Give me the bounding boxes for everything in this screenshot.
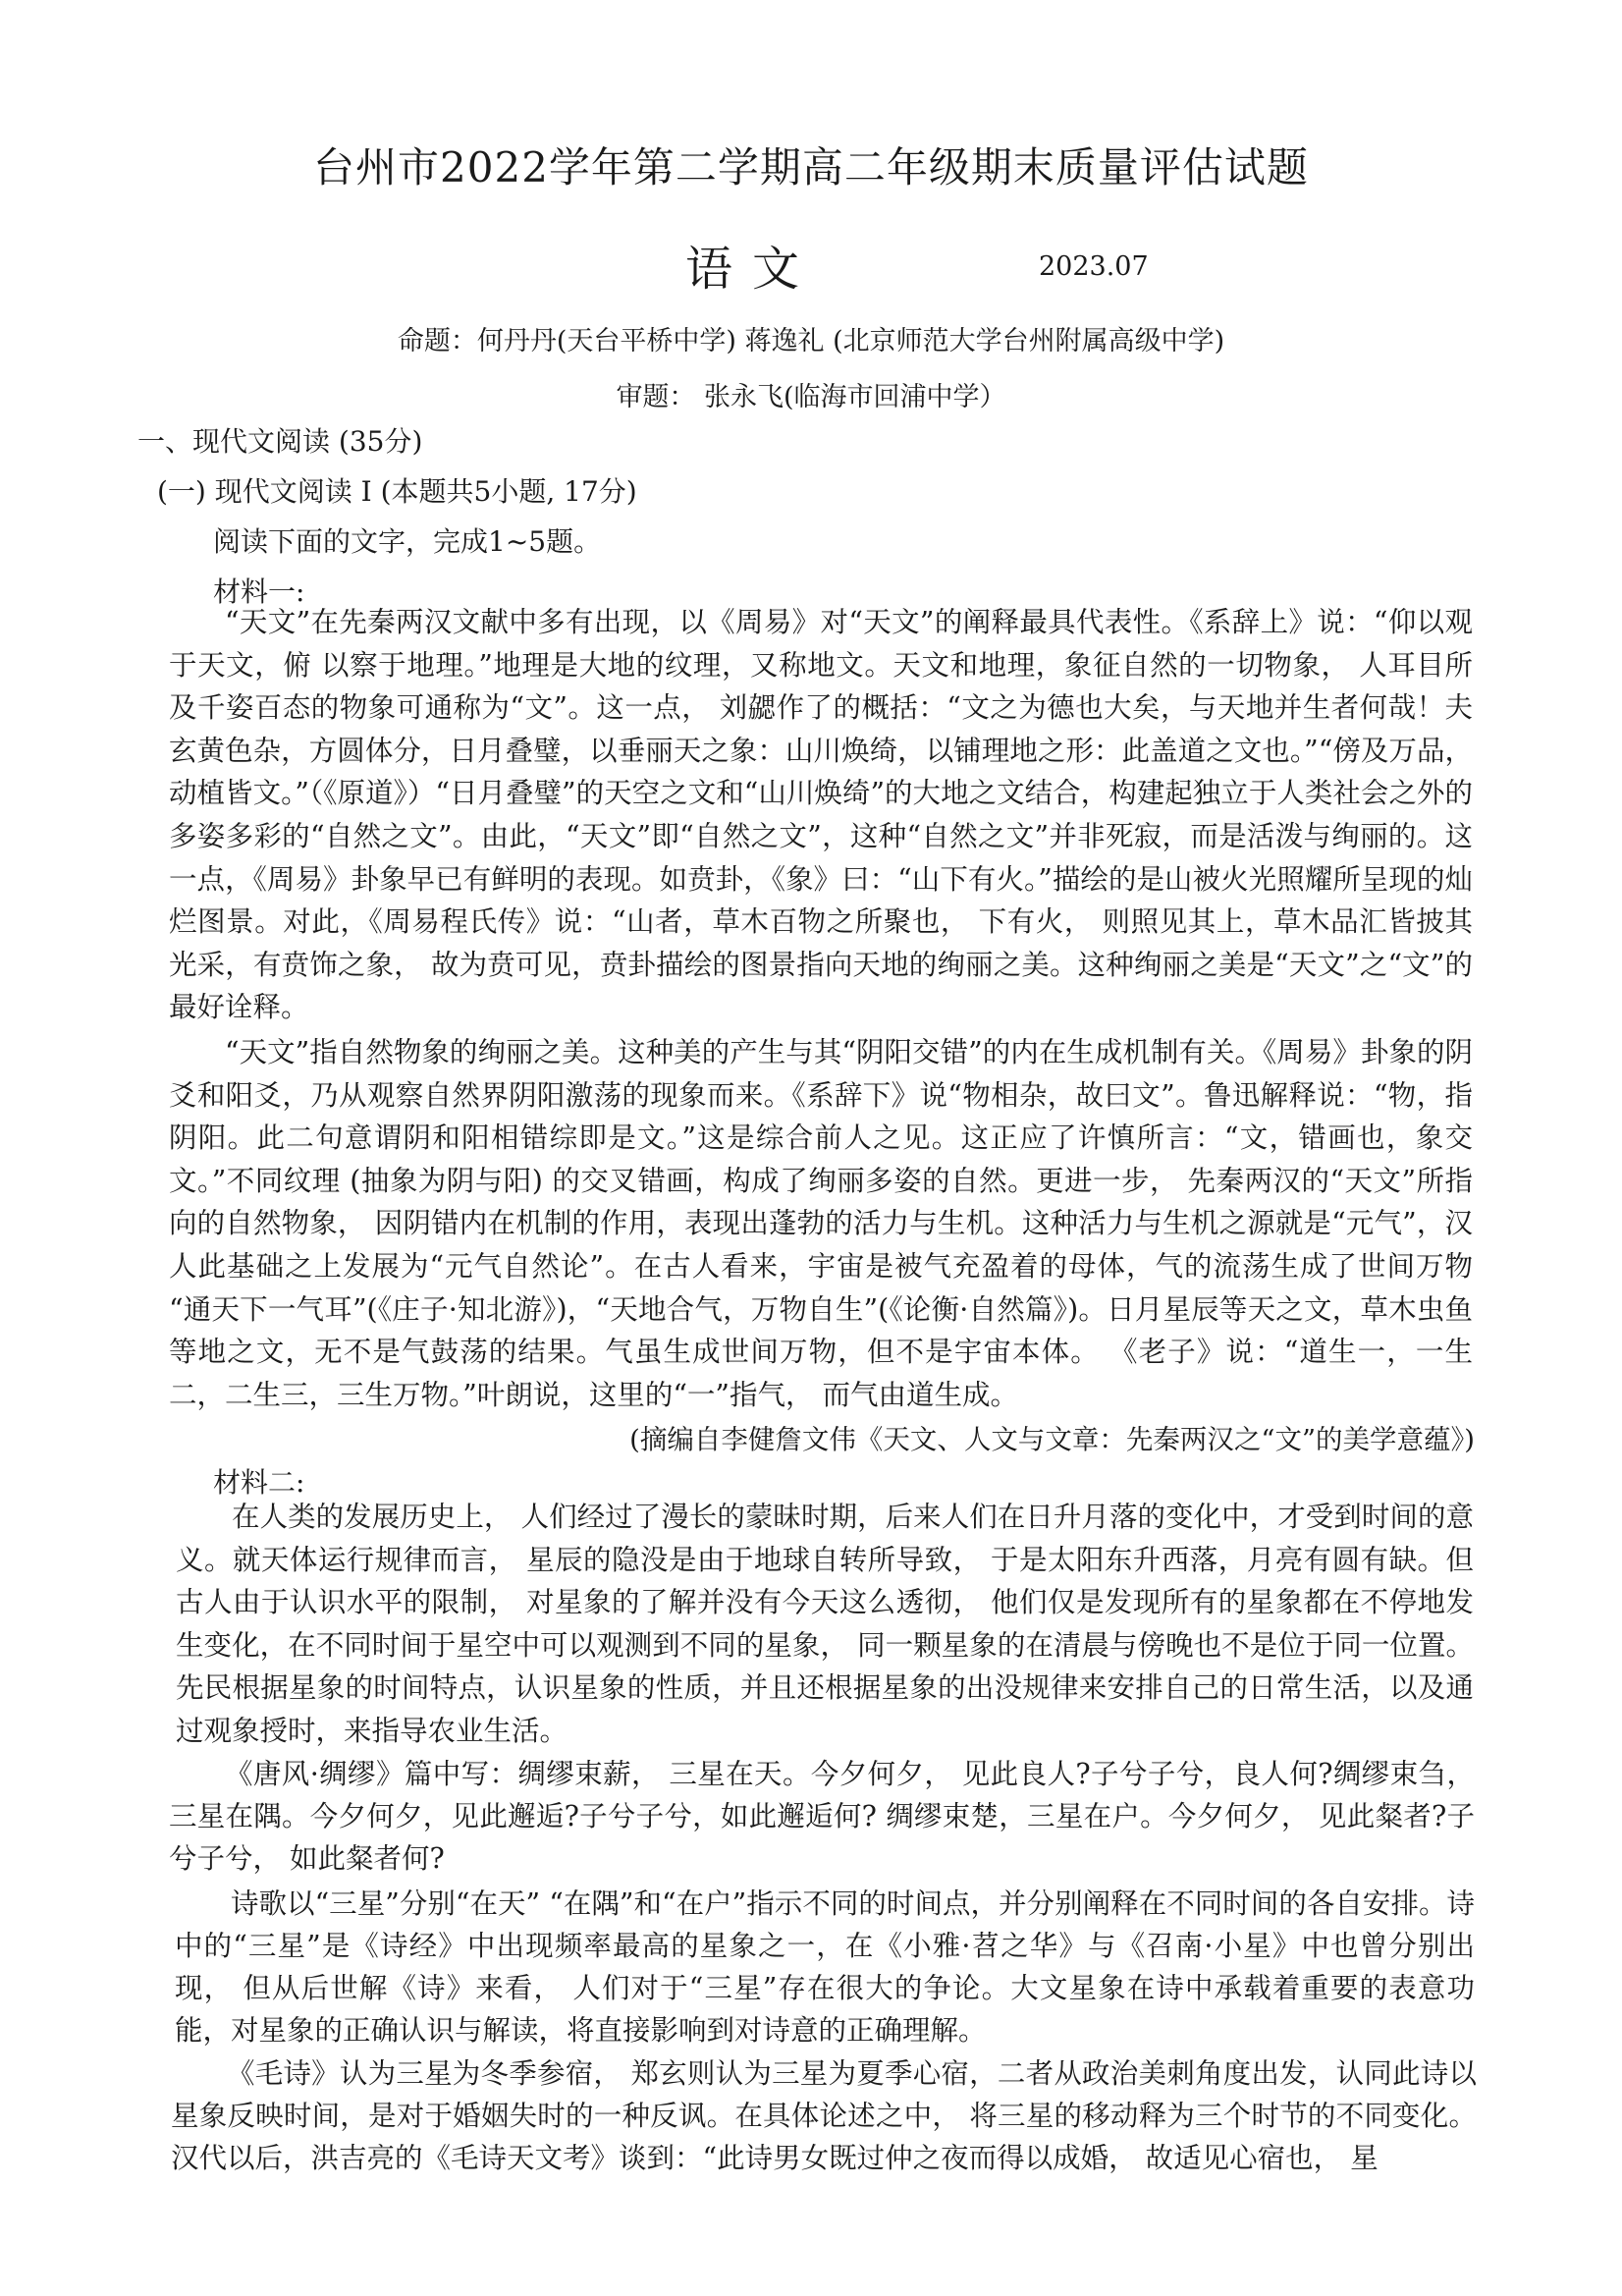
exam-date: 2023.07	[1039, 251, 1149, 282]
material-two-paragraph: 诗歌以“三星”分别“在天” “在隅”和“在户”指示不同的时间点，并分别阐释在不同时间的各自安排。诗中的“三星”是《诗经》中出现频率最高的星象之一，在《小雅·苕之华》与《召南·小星》中也曾分别出现， 但从后世解《诗》来看， 人们对于“三星”存在很大的争论。大文星象在诗中承载着重要的表意功能，对星象的正确认识与解读，将直接影响到对诗意的正确理解。	[175, 1887, 1475, 2047]
instruction-text: 阅读下面的文字，完成1~5题。	[213, 525, 602, 558]
reviewer-line: 审题： 张永飞(临海市回浦中学）	[616, 382, 1006, 412]
poem-quote-paragraph: 《唐风·绸缪》篇中写：绸缪束薪， 三星在天。今夕何夕， 见此良人?子兮子兮，良人何?绸缪束刍，三星在隅。今夕何夕，见此邂逅?子兮子兮，如此邂逅何? 绸缪束楚，三星在户。今夕何夕， 见此粲者?子兮子兮， 如此粲者何?	[169, 1758, 1475, 1875]
material-two-label: 材料二:	[213, 1466, 305, 1499]
material-two-paragraph: 《毛诗》认为三星为冬季参宿， 郑玄则认为三星为夏季心宿，二者从政治美刺角度出发，认同此诗以星象反映时间，是对于婚姻失时的一种反讽。在具体论述之中， 将三星的移动释为三个时节的不同变化。汉代以后，洪吉亮的《毛诗天文考》谈到：“此诗男女既过仲之夜而得以成婚， 故适见心宿也， 星	[171, 2057, 1477, 2174]
material-one-label: 材料一:	[213, 575, 305, 608]
material-one-paragraph: “天文”在先秦两汉文献中多有出现，以《周易》对“天文”的阐释最具代表性。《系辞上》说：“仰以观于天文，俯 以察于地理。”地理是大地的纹理，又称地文。天文和地理，象征自然的一切物象， 人耳目所及千姿百态的物象可通称为“文”。这一点， 刘勰作了的概括：“文之为德也大矣，与天地并生者何哉！夫玄黄色杂，方圆体分，日月叠璧，以垂丽天之象：山川焕绮，以铺理地之形：此盖道之文也。”“傍及万品，动植皆文。”（《原道》）“日月叠璧”的天空之文和“山川焕绮”的大地之文结合，构建起独立于人类社会之外的多姿多彩的“自然之文”。由此，“天文”即“自然之文”，这种“自然之文”并非死寂，而是活泼与绚丽的。这一点，《周易》卦象早已有鲜明的表现。如贲卦，《象》曰：“山下有火。”描绘的是山被火光照耀所呈现的灿烂图景。对此，《周易程氏传》说：“山者，草木百物之所聚也， 下有火， 则照见其上，草木品汇皆披其光采，有贲饰之象， 故为贲可见，贲卦描绘的图景指向天地的绚丽之美。这种绚丽之美是“天文”之“文”的最好诠释。	[169, 606, 1473, 1024]
section-heading: 一、现代文阅读 (35分)	[137, 425, 423, 458]
exam-title: 台州市2022学年第二学期高二年级期末质量评估试题	[313, 143, 1309, 191]
material-one-paragraph: “天文”指自然物象的绚丽之美。这种美的产生与其“阴阳交错”的内在生成机制有关。《周易》卦象的阴爻和阳爻，乃从观察自然界阴阳激荡的现象而来。《系辞下》说“物相杂，故曰文”。鲁迅解释说：“物，指阴阳。此二句意谓阴和阳相错综即是文。”这是综合前人之见。这正应了许慎所言：“文，错画也，象交文。”不同纹理 (抽象为阴与阳) 的交叉错画，构成了绚丽多姿的自然。更进一步， 先秦两汉的“天文”所指向的自然物象， 因阴错内在机制的作用，表现出蓬勃的活力与生机。这种活力与生机之源就是“元气”，汉人此基础之上发展为“元气自然论”。在古人看来，宇宙是被气充盈着的母体，气的流荡生成了世间万物 “通天下一气耳”(《庄子·知北游》)，“天地合气，万物自生”(《论衡·自然篇》)。日月星辰等天之文，草木虫鱼等地之文，无不是气鼓荡的结果。气虽生成世间万物，但不是宇宙本体。 《老子》说：“道生一，一生二，二生三，三生万物。”叶朗说，这里的“一”指气， 而气由道生成。	[169, 1036, 1473, 1411]
material-two-paragraph: 在人类的发展历史上， 人们经过了漫长的蒙昧时期，后来人们在日升月落的变化中，才受到时间的意义。就天体运行规律而言， 星辰的隐没是由于地球自转所导致， 于是太阳东升西落，月亮有圆有缺。但古人由于认识水平的限制， 对星象的了解并没有今天这么透彻， 他们仅是发现所有的星象都在不停地发生变化，在不同时间于星空中可以观测到不同的星象， 同一颗星象的在清晨与傍晚也不是位于同一位置。先民根据星象的时间特点，认识星象的性质，并且还根据星象的出没规律来安排自己的日常生活，以及通过观象授时，来指导农业生活。	[176, 1501, 1474, 1747]
subsection-heading: (一) 现代文阅读 I (本题共5小题, 17分)	[157, 475, 637, 508]
source-citation: (摘编自李健詹文伟《天文、人文与文章：先秦两汉之“文”的美学意蕴》)	[629, 1424, 1475, 1455]
subject-title: 语文	[685, 242, 820, 297]
authors-line: 命题：何丹丹(天台平桥中学) 蒋逸礼 (北京师范大学台州附属高级中学)	[397, 326, 1225, 356]
